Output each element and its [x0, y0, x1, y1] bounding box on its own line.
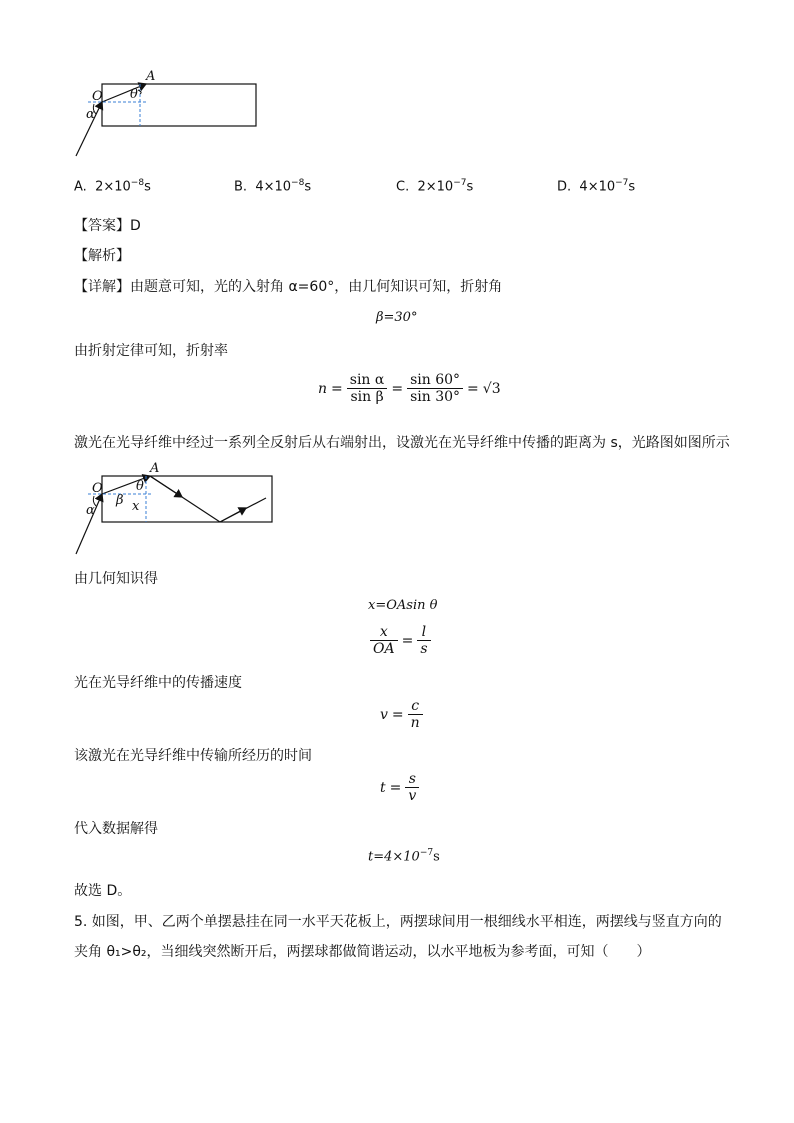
reflected-ray-2-arrow [220, 508, 246, 522]
speed-line: 光在光导纤维中的传播速度 [74, 675, 242, 691]
option-a[interactable]: A. $2\times 10^{-8}s$ [74, 178, 151, 195]
reflected-ray-1-arrow [150, 476, 182, 497]
substitute-line: 代入数据解得 [74, 821, 158, 837]
label-beta-2: β [116, 493, 124, 508]
label-alpha: α [86, 107, 95, 122]
label-theta: θ [130, 87, 138, 102]
fiber-rectangle-2 [102, 476, 272, 522]
label-theta-2: θ [136, 479, 144, 494]
label-alpha-2: α [86, 503, 95, 518]
ratio-equation: $\frac{x}{OA}$ = $\frac{l}{s}$ [370, 624, 431, 657]
refracted-ray [102, 84, 146, 102]
x-equation: x=OAsin θ [368, 598, 438, 613]
option-d[interactable]: D. $4\times 10^{-7}s$ [557, 178, 636, 195]
refraction-law-line: 由折射定律可知，折射率 [74, 343, 228, 359]
option-c[interactable]: C. $2\times 10^{-7}s$ [396, 178, 474, 195]
label-O-2: O [92, 481, 103, 496]
time-line: 该激光在光导纤维中传输所经历的时间 [74, 748, 312, 764]
t-equation: t = $\frac{s}{v}$ [380, 771, 419, 804]
option-b[interactable]: B. $4\times 10^{-8}s$ [234, 178, 312, 195]
detail-line: 【详解】由题意可知，光的入射角 α=60°，由几何知识可知，折射角 [74, 279, 503, 295]
t-result: $t=4\times 10^{-7}s$ [368, 848, 440, 865]
analysis-heading: 【解析】 [74, 248, 130, 264]
label-A-2: A [150, 461, 160, 476]
label-O: O [92, 89, 103, 104]
question-5-line-2: 夹角 θ₁>θ₂，当细线突然断开后，两摆球都做简谐运动，以水平地板为参考面，可知（ ） [74, 944, 651, 960]
v-equation: v = $\frac{c}{n}$ [380, 698, 423, 731]
figure-2-light-path [70, 458, 280, 556]
choose-line: 故选 D。 [74, 883, 132, 899]
question-5-line-1: 5. 如图，甲、乙两个单摆悬挂在同一水平天花板上，两摆球间用一根细线水平相连，两摆线与竖直方向的 [74, 914, 722, 930]
refractive-index-formula: n = $\frac{\text{sin α}}{\text{sin β}}$ = $\frac{\sin 60^\circ}{\sin 30^\circ}$ = √3 [318, 372, 501, 405]
laser-line: 激光在光导纤维中经过一系列全反射后从右端射出，设激光在光导纤维中传播的距离为 s，光路图如图所示 [74, 435, 730, 451]
label-A: A [146, 69, 156, 84]
answer-line: 【答案】D [74, 218, 141, 234]
beta-equation: β=30° [376, 310, 418, 325]
geometry-line: 由几何知识得 [74, 571, 158, 587]
label-x-2: x [132, 499, 140, 514]
figure-1-light-path [70, 68, 270, 160]
fiber-rectangle [102, 84, 256, 126]
